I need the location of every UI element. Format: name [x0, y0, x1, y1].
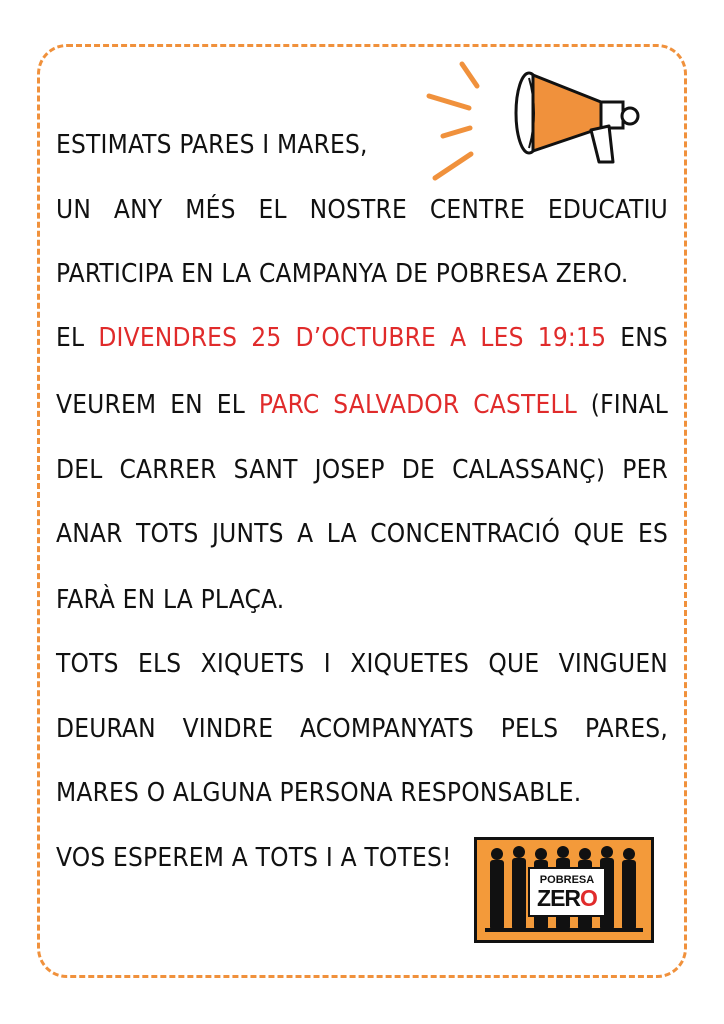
line-text: EL [56, 323, 99, 353]
event-date-highlight: DIVENDRES 25 D’OCTUBRE A LES 19:15 [98, 323, 607, 353]
pobresa-zero-logo [474, 837, 654, 943]
line-text: ENS [606, 323, 668, 353]
paragraph-line [56, 320, 668, 356]
paragraph-line: DEURAN VINDRE ACOMPANYATS PELS PARES, [56, 714, 668, 744]
paragraph-line: MARES O ALGUNA PERSONA RESPONSABLE. [56, 778, 582, 808]
line-text: VEUREM EN EL [56, 390, 259, 420]
logo-text-bottom [530, 885, 604, 912]
greeting-line: ESTIMATS PARES I MARES, [56, 130, 368, 160]
closing-line: VOS ESPEREM A TOTS I A TOTES! [56, 843, 452, 873]
paragraph-line: ANAR TOTS JUNTS A LA CONCENTRACIÓ QUE ES [56, 519, 668, 549]
paragraph-line: DEL CARRER SANT JOSEP DE CALASSANÇ) PER [56, 455, 668, 485]
line-text: (FINAL [576, 390, 668, 420]
logo-text-o: O [580, 885, 597, 911]
megaphone-icon [425, 58, 645, 183]
logo-text-top: POBRESA [539, 874, 595, 886]
paragraph-line: PARTICIPA EN LA CAMPANYA DE POBRESA ZERO. [56, 259, 629, 289]
logo-sign [528, 867, 606, 917]
paragraph-line: UN ANY MÉS EL NOSTRE CENTRE EDUCATIU [56, 195, 668, 225]
event-place-highlight: PARC SALVADOR CASTELL [258, 390, 577, 420]
paragraph-line: FARÀ EN LA PLAÇA. [56, 585, 285, 615]
logo-text-zer: ZER [537, 885, 581, 911]
paragraph-line: TOTS ELS XIQUETS I XIQUETES QUE VINGUEN [56, 649, 668, 679]
paragraph-line [56, 387, 668, 423]
